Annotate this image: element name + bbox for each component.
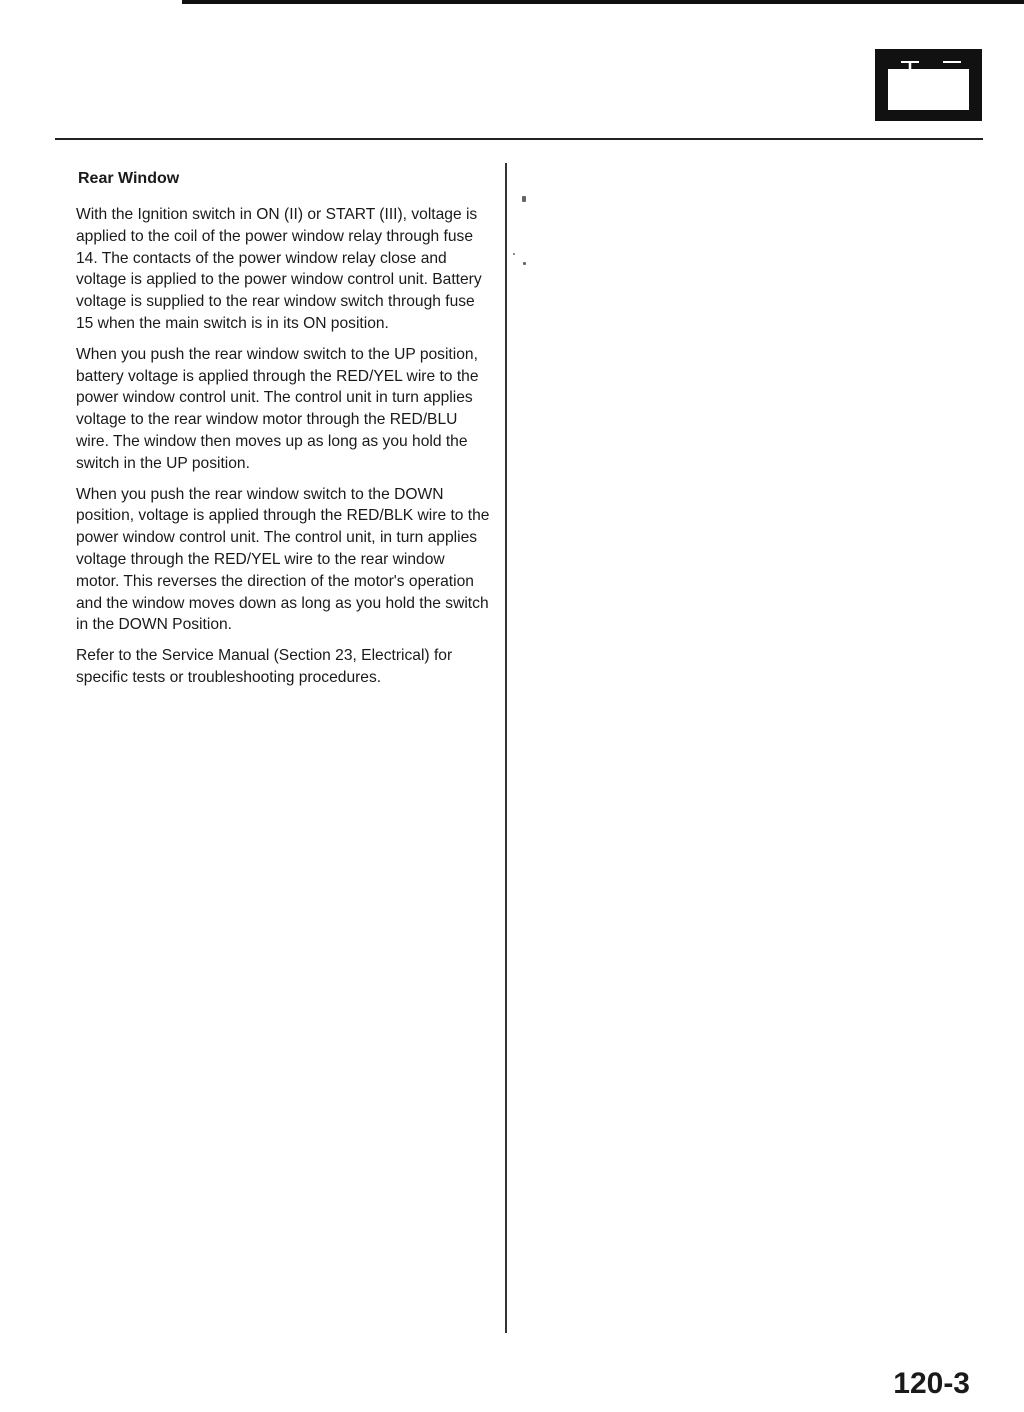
paragraph-down-position: When you push the rear window switch to the DOWN position, voltage is applied through the RED/BLK wire to the power window control unit. The control unit, in turn applies voltage through the RED/YEL wire to the rear window motor. This reverses the direction of the motor's operation and the window moves down as long as you hold the switch in the DOWN Position. [76,485,490,634]
paragraph-ignition: With the Ignition switch in ON (II) or START (III), voltage is applied to the coil of the power window relay through fuse 14. The contacts of the power window relay close and voltage is applied to the power window control unit. Battery voltage is supplied to the rear window switch through fuse 15 when the main switch is in its ON position. [76,206,482,332]
column-divider [505,163,507,1333]
top-rule [182,0,1024,4]
battery-icon [875,49,982,121]
section-title: Rear Window [78,170,180,187]
main-content [70,168,490,698]
paragraph-up-position: When you push the rear window switch to the UP position, battery voltage is applied through the RED/YEL wire to the power window control unit. The control unit in turn applies voltage to the rear window motor through the RED/BLU wire. The window then moves up as long as you hold the switch in the UP position. [76,345,479,472]
paragraph-service-manual: Refer to the Service Manual (Section 23, Electrical) for specific tests or troubleshooting procedures. [76,647,453,686]
header-rule [55,138,983,140]
scan-speck [522,196,526,202]
scan-speck [513,253,515,255]
page-number: 120-3 [893,1367,970,1400]
scan-speck [523,262,526,265]
